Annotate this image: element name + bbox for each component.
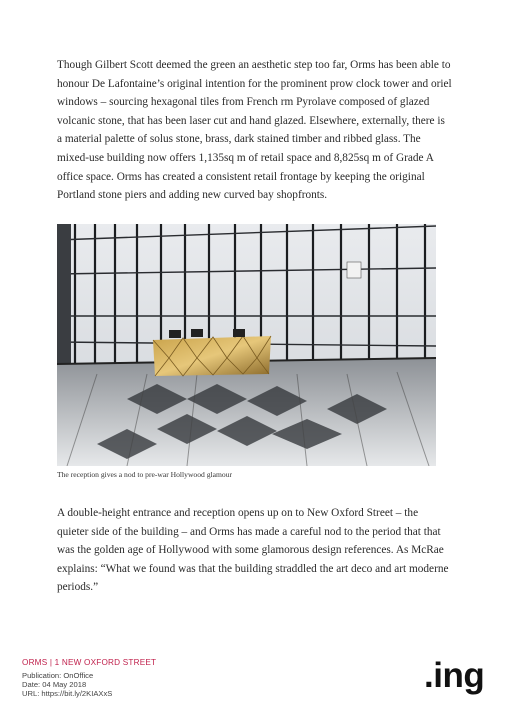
footer-publication: Publication: OnOffice: [22, 671, 94, 680]
footer-title: ORMS | 1 NEW OXFORD STREET: [22, 658, 157, 667]
footer-info: [22, 658, 156, 698]
body-paragraph: Though Gilbert Scott deemed the green an aesthetic step too far, Orms has been able to honour De Lafontaine’s original intention for the prominent prow clock tower and oriel windows – sourcing hexagonal tiles from French rm Pyrolave composed of glazed volcanic stone, that has been laser cut and hand glazed. Elsewhere, externally, there is a material palette of solus stone, brass, dark stained timber and ribbed glass. The mixed-use building now offers 1,135sq m of retail space and 8,825sq m of Grade A office space. Orms has created a consistent retail frontage by keeping the original Portland stone piers and adding new curved bay shopfronts.: [57, 59, 452, 202]
photo-caption: The reception gives a nod to pre-war Hollywood glamour: [57, 470, 233, 479]
brand-logo: .ing: [424, 656, 485, 695]
footer-date: Date: 04 May 2018: [22, 680, 87, 689]
footer-url: URL: https://bit.ly/2KIAXxS: [22, 689, 113, 698]
body-paragraph: A double-height entrance and reception opens up on to New Oxford Street – the quieter side of the building – and Orms has made a careful nod to the period that that was the golden age of Hollywood with some glamorous design references. As McRae explains: “What we found was that the building straddled the art deco and art moderne periods.”: [57, 507, 449, 594]
reception-photo: [57, 224, 436, 466]
